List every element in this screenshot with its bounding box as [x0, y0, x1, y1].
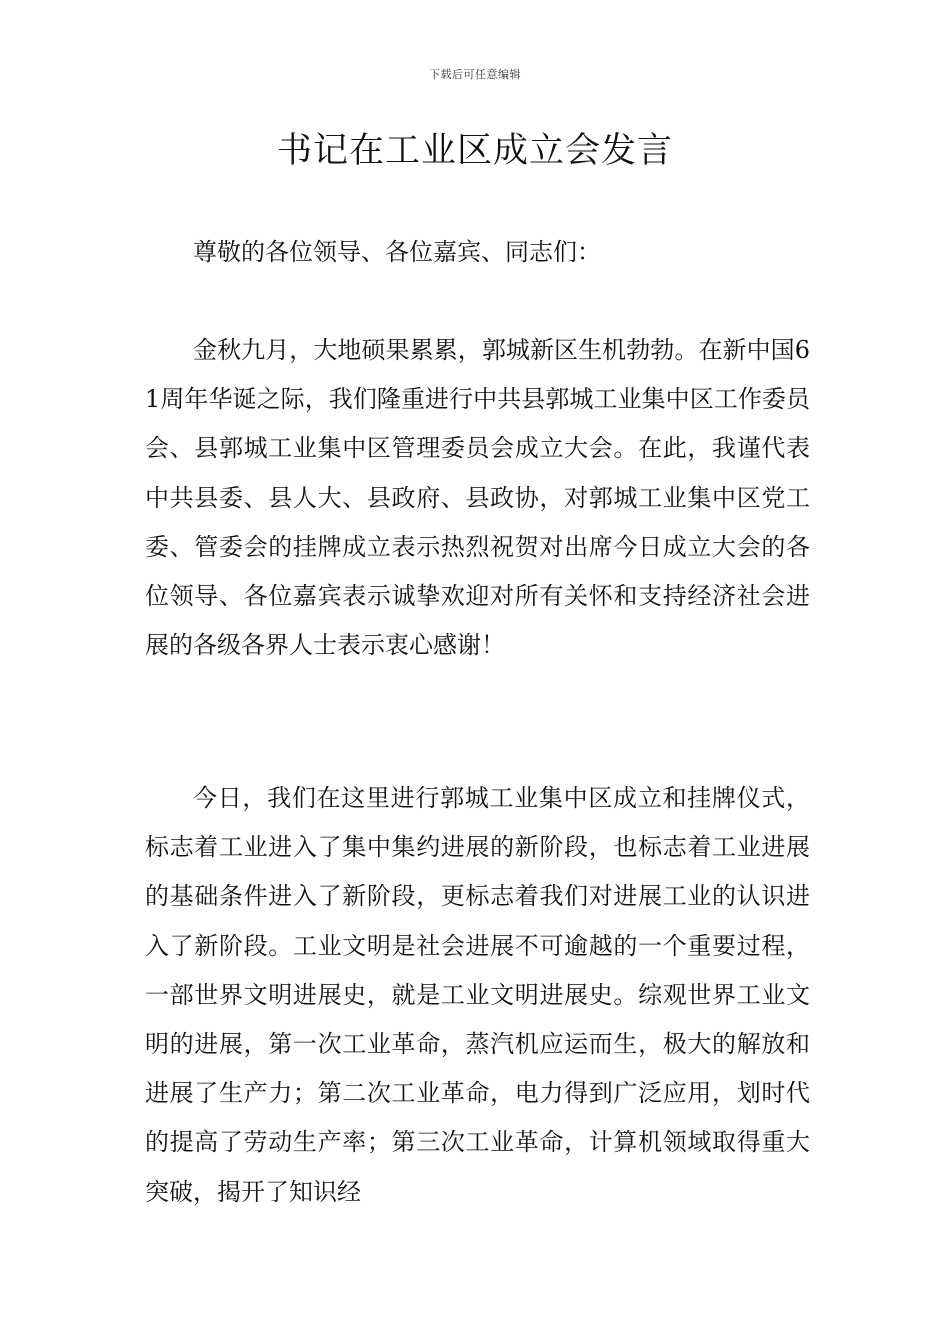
paragraph-block-2	[145, 774, 810, 1217]
paragraph-1: 金秋九月，大地硕果累累，郭城新区生机勃勃。在新中国61周年华诞之际，我们隆重进行中共县郭城工业集中区工作委员会、县郭城工业集中区管理委员会成立大会。在此，我谨代表中共县委、县人大、县政府、县政协，对郭城工业集中区党工委、管委会的挂牌成立表示热烈祝贺对出席今日成立大会的各位领导、各位嘉宾表示诚挚欢迎对所有关怀和支持经济社会进展的各级各界人士表示衷心感谢！	[145, 336, 810, 660]
paragraph-2: 今日，我们在这里进行郭城工业集中区成立和挂牌仪式，标志着工业进入了集中集约进展的新阶段，也标志着工业进展的基础条件进入了新阶段，更标志着我们对进展工业的认识进入了新阶段。工业文明是社会进展不可逾越的一个重要过程，一部世界文明进展史，就是工业文明进展史。综观世界工业文明的进展，第一次工业革命，蒸汽机应运而生，极大的解放和进展了生产力；第二次工业革命，电力得到广泛应用，划时代的提高了劳动生产率；第三次工业革命，计算机领域取得重大突破，揭开了知识经	[145, 784, 810, 1206]
greeting-block	[145, 228, 810, 277]
document-title: 书记在工业区成立会发言	[276, 131, 673, 171]
paragraph-block-1	[145, 326, 810, 670]
greeting-text: 尊敬的各位领导、各位嘉宾、同志们：	[193, 238, 601, 266]
header-note: 下载后可任意编辑	[429, 68, 521, 81]
